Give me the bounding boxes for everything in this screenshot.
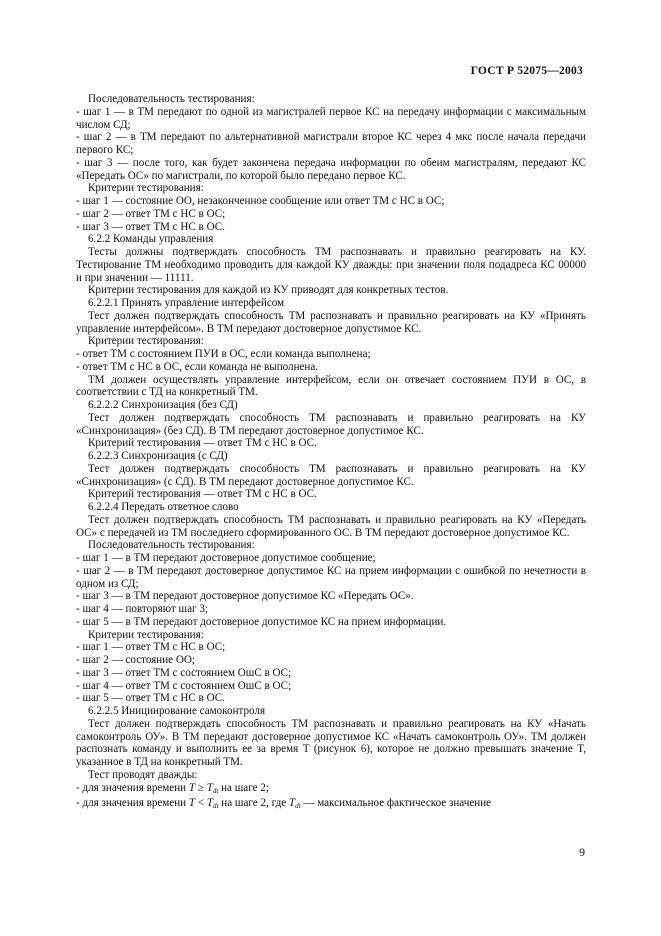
text: на шаге 2, где (218, 797, 289, 810)
paragraph: - шаг 1 — в ТМ передают по одной из магистралей первое КС на передачу информации с максимальным числом СД; (76, 105, 586, 131)
paragraph: Тест проводят дважды: (88, 768, 198, 781)
paragraph: - шаг 5 — в ТМ передают достоверное допустимое КС на прием информации. (76, 615, 447, 628)
paragraph: Критерии тестирования: (88, 182, 204, 195)
paragraph: - шаг 1 — в ТМ передают достоверное допустимое сообщение; (76, 552, 376, 564)
paragraph: - шаг 4 — повторяют шаг 3; (76, 603, 208, 615)
subscript: dt (213, 802, 219, 811)
section-heading: 6.2.2.5 Инициирование самоконтроля (88, 705, 266, 717)
paragraph: Критерий тестирования — ответ ТМ с НС в ОС. (88, 437, 317, 450)
text: на шаге 2; (218, 781, 269, 794)
text: - для значения времени (76, 797, 189, 810)
subscript: dt (295, 802, 301, 811)
formula-line (76, 782, 586, 798)
paragraph: Последовательность тестирования: (88, 539, 255, 552)
symbol-T: T (206, 781, 213, 794)
paragraph: - ответ ТМ с НС в ОС, если команда не выполнена. (76, 360, 319, 373)
paragraph: ТМ должен осуществлять управление интерфейсом, если он отвечает состоянием ПУИ в ОС, в соответствии с ТД на конкретный ТМ. (76, 373, 586, 399)
paragraph: Тест должен подтверждать способность ТМ распознавать и правильно реагировать на КУ «Синхронизация» (без СД). В ТМ передают достоверное допустимое КС. (76, 411, 586, 437)
section-heading: 6.2.2 Команды управления (88, 233, 214, 246)
paragraph: Критерии тестирования для каждой из КУ приводят для конкретных тестов. (88, 284, 449, 297)
section-heading: 6.2.2.1 Принять управление интерфейсом (88, 297, 285, 309)
paragraph: Последовательность тестирования: (88, 93, 255, 105)
paragraph: Тест должен подтверждать способность ТМ распознавать и правильно реагировать на КУ «Синхронизация» (с СД). В ТМ передают достоверное допустимое КС. (76, 462, 586, 488)
paragraph: - шаг 3 — после того, как будет закончена передача информации по обеим магистралям, передают КС «Передать ОС» по магистрали, по которой было передано первое КС. (76, 156, 586, 182)
paragraph: Тесты должны подтверждать способность ТМ распознавать и правильно реагировать на КУ. Тестирование ТМ необходимо проводить для каждой КУ дважды: при значении поля подадреса КС 00000 и при значении — 11111. (76, 246, 586, 284)
paragraph: - шаг 5 — ответ ТМ с НС в ОС. (76, 692, 225, 705)
operator: ≥ (195, 781, 207, 794)
paragraph: - шаг 2 — ответ ТМ с НС в ОС; (76, 207, 226, 220)
paragraph: Критерии тестирования: (88, 628, 204, 641)
paragraph: - шаг 2 — состояние ОО; (76, 654, 195, 666)
paragraph: Тест должен подтверждать способность ТМ распознавать и правильно реагировать на КУ «Передать ОС» с передачей из ТМ последнего сформированного ОС. В ТМ передают достоверное допустимое КС. (76, 513, 586, 539)
formula-line (76, 797, 586, 813)
paragraph: - шаг 2 — в ТМ передают по альтернативной магистрали второе КС через 4 мкс после начала передачи первого КС; (76, 131, 586, 156)
document-body (76, 93, 586, 813)
paragraph: - шаг 3 — ответ ТМ с состоянием ОшС в ОС; (76, 666, 292, 679)
section-heading: 6.2.2.2 Синхронизация (без СД) (88, 399, 238, 411)
paragraph: - шаг 4 — ответ ТМ с состоянием ОшС в ОС; (76, 679, 292, 692)
symbol-T: T (188, 781, 196, 794)
page-number: 9 (579, 847, 585, 859)
paragraph: - шаг 2 — в ТМ передают достоверное допустимое КС на прием информации с ошибкой по нечетности в одном из СД; (76, 564, 586, 590)
paragraph: Тест должен подтверждать способность ТМ распознавать и правильно реагировать на КУ «Принять управление интерфейсом». В ТМ передают достоверное допустимое КС. (76, 309, 586, 335)
paragraph: Тест должен подтверждать способность ТМ распознавать и правильно реагировать на КУ «Начать самоконтроль ОУ». В ТМ передают достоверное допустимое КС «Начать самоконтроль ОУ». ТМ должен распознать команду и выполнить ее за время T (рисунок 6), которое не должно превышать значение T, указанное в ТД на конкретный ТМ. (76, 717, 586, 768)
symbol-T: T (188, 797, 196, 810)
section-heading: 6.2.2.3 Синхронизация (с СД) (88, 450, 228, 462)
subscript: dt (212, 786, 219, 795)
standard-header: ГОСТ Р 52075—2003 (470, 64, 583, 77)
paragraph: - ответ ТМ с состоянием ПУИ в ОС, если команда выполнена; (76, 348, 371, 360)
text: — максимальное фактическое значение (300, 797, 492, 810)
paragraph: Критерии тестирования: (88, 335, 204, 348)
paragraph: - шаг 3 — ответ ТМ с НС в ОС. (76, 220, 225, 233)
paragraph: - шаг 3 — в ТМ передают достоверное допустимое КС «Передать ОС». (76, 590, 414, 603)
text: - для значения времени (76, 781, 189, 794)
paragraph: Критерий тестирования — ответ ТМ с НС в ОС. (88, 488, 317, 501)
paragraph: - шаг 1 — состояние ОО, незаконченное сообщение или ответ ТМ с НС в ОС; (76, 195, 445, 207)
operator: < (195, 797, 207, 810)
paragraph: - шаг 1 — ответ ТМ с НС в ОС; (76, 641, 226, 654)
section-heading: 6.2.2.4 Передать ответное слово (88, 501, 239, 513)
symbol-T: T (288, 797, 296, 810)
symbol-T: T (206, 797, 214, 810)
